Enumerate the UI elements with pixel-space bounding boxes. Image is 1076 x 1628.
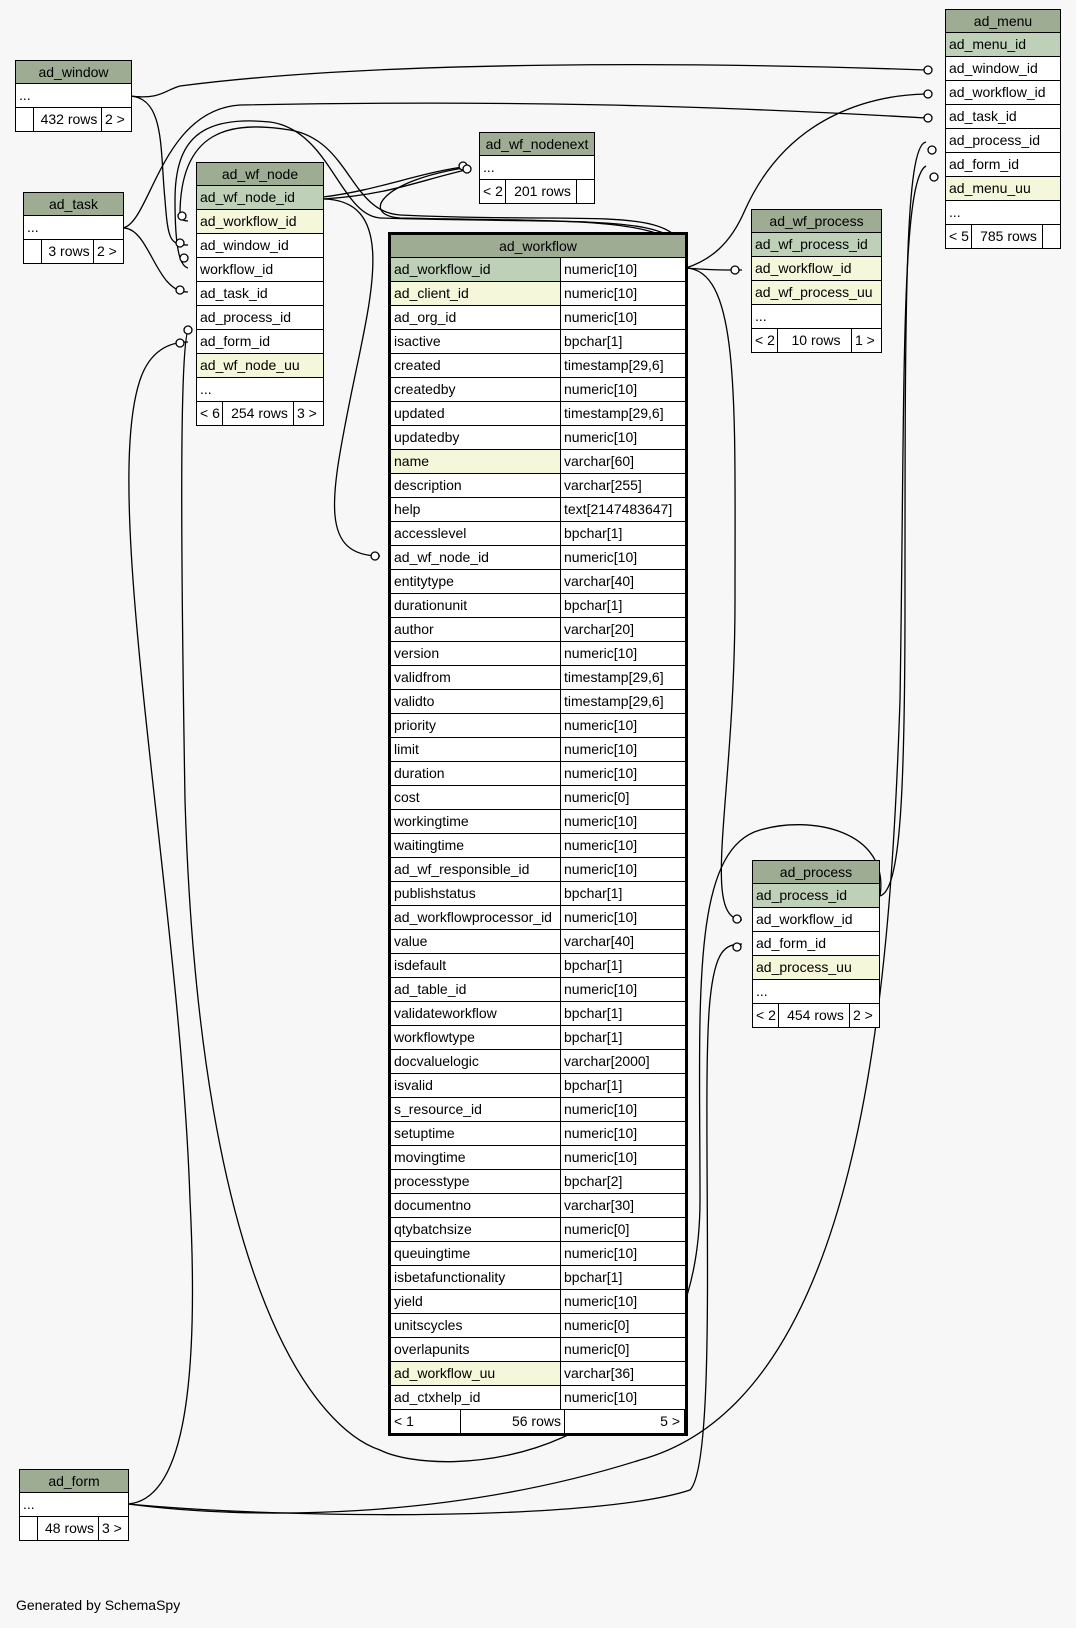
column-name: updatedby [391, 426, 561, 449]
row-count: 454 rows [779, 1004, 850, 1027]
column-name: ad_process_uu [756, 959, 852, 975]
column-row[interactable] [24, 216, 123, 240]
column-name: workflow_id [200, 261, 274, 277]
column-row[interactable] [391, 522, 685, 546]
column-name: processtype [391, 1170, 561, 1193]
column-name: updated [391, 402, 561, 425]
column-type: numeric[10] [564, 1149, 638, 1165]
column-row[interactable] [391, 618, 685, 642]
column-name: ad_org_id [391, 306, 561, 329]
column-row[interactable] [391, 594, 685, 618]
column-row[interactable] [753, 932, 879, 956]
column-name: ad_task_id [200, 285, 268, 301]
edge-window-menu [130, 65, 926, 97]
column-name: ad_wf_process_id [755, 236, 868, 252]
column-row[interactable] [391, 1146, 685, 1170]
edge-wfnode-workflow [323, 199, 380, 556]
column-type: timestamp[29,6] [564, 669, 664, 685]
column-name: ad_task_id [949, 108, 1017, 124]
crow-circle [371, 552, 379, 560]
column-row[interactable] [391, 450, 685, 474]
column-row[interactable] [197, 210, 323, 234]
column-name: ad_workflow_id [391, 258, 561, 281]
column-name: queuingtime [391, 1242, 561, 1265]
column-row[interactable] [391, 1050, 685, 1074]
column-row[interactable] [197, 354, 323, 378]
table-header: ad_process [753, 861, 879, 884]
table-header: ad_menu [946, 10, 1060, 33]
column-row[interactable] [480, 156, 594, 180]
column-type: bpchar[2] [564, 1173, 623, 1189]
column-name: ad_wf_node_id [391, 546, 561, 569]
column-row[interactable] [391, 1098, 685, 1122]
column-type: timestamp[29,6] [564, 405, 664, 421]
column-name: ... [19, 87, 31, 103]
column-row[interactable] [753, 956, 879, 980]
column-row[interactable] [752, 233, 881, 257]
table-header: ad_task [24, 193, 123, 216]
column-name: ad_menu_id [949, 36, 1027, 52]
column-type: varchar[40] [564, 933, 635, 949]
column-row[interactable] [391, 762, 685, 786]
column-row[interactable] [391, 906, 685, 930]
parents-link[interactable]: < 2 [752, 329, 778, 352]
column-name: ... [949, 204, 961, 220]
row-count: 432 rows [34, 108, 102, 131]
column-type: numeric[10] [564, 1389, 638, 1405]
column-name: ad_workflow_id [755, 260, 852, 276]
column-type: bpchar[1] [564, 525, 623, 541]
column-name: ad_window_id [200, 237, 289, 253]
column-name: durationunit [391, 594, 561, 617]
column-row[interactable] [946, 57, 1060, 81]
column-row[interactable] [391, 306, 685, 330]
column-type: bpchar[1] [564, 957, 623, 973]
table-ad-workflow[interactable] [388, 232, 688, 1436]
table-header: ad_wf_node [197, 163, 323, 186]
column-row[interactable] [391, 426, 685, 450]
children-link[interactable]: 1 > [855, 332, 875, 348]
column-name: ad_process_id [200, 309, 292, 325]
column-name: ad_workflow_id [756, 911, 853, 927]
column-type: numeric[10] [564, 645, 638, 661]
column-row[interactable] [197, 258, 323, 282]
column-type: varchar[2000] [564, 1053, 650, 1069]
column-type: numeric[10] [564, 981, 638, 997]
column-name: ad_ctxhelp_id [391, 1386, 561, 1409]
column-name: ad_process_id [949, 132, 1041, 148]
column-type: varchar[36] [564, 1365, 635, 1381]
table-rows [197, 186, 323, 425]
children-link[interactable]: 5 > [565, 1410, 685, 1433]
column-name: ad_wf_node_id [200, 189, 295, 205]
table-footer [752, 329, 881, 352]
column-name: created [391, 354, 561, 377]
column-row[interactable] [391, 1314, 685, 1338]
column-name: ad_window_id [949, 60, 1038, 76]
column-type: bpchar[1] [564, 1269, 623, 1285]
parents-link[interactable]: < 5 [946, 225, 972, 248]
column-row[interactable] [391, 282, 685, 306]
column-type: bpchar[1] [564, 1077, 623, 1093]
column-name: ad_workflow_id [949, 84, 1046, 100]
column-row[interactable] [946, 153, 1060, 177]
table-footer [24, 240, 123, 263]
table-footer [946, 225, 1060, 248]
column-name: duration [391, 762, 561, 785]
column-row[interactable] [391, 1170, 685, 1194]
column-type: numeric[0] [564, 789, 630, 805]
parents-link[interactable] [24, 240, 42, 263]
crow-circle [731, 266, 739, 274]
table-rows [391, 258, 685, 1433]
column-name: workingtime [391, 810, 561, 833]
column-row[interactable] [391, 930, 685, 954]
column-type: bpchar[1] [564, 333, 623, 349]
row-count: 56 rows [461, 1410, 565, 1433]
parents-link[interactable]: < 1 [391, 1410, 461, 1433]
column-name: ad_form_id [756, 935, 827, 951]
column-type: numeric[10] [564, 861, 638, 877]
column-row[interactable] [391, 834, 685, 858]
parents-link[interactable]: < 2 [480, 180, 506, 203]
column-name: version [391, 642, 561, 665]
column-name: documentno [391, 1194, 561, 1217]
column-type: numeric[10] [564, 1125, 638, 1141]
table-header: ad_wf_process [752, 210, 881, 233]
column-row[interactable] [391, 1074, 685, 1098]
column-name: isbetafunctionality [391, 1266, 561, 1289]
column-row[interactable] [946, 81, 1060, 105]
crow-circle [924, 114, 932, 122]
column-row[interactable] [391, 474, 685, 498]
column-row[interactable] [391, 1362, 685, 1386]
table-ad-form[interactable] [19, 1469, 129, 1541]
column-type: numeric[10] [564, 549, 638, 565]
crow-circle [928, 146, 936, 154]
column-name: priority [391, 714, 561, 737]
column-type: numeric[10] [564, 285, 638, 301]
column-name: ad_process_id [756, 887, 848, 903]
edge-window-wfnode [130, 96, 188, 245]
column-type: text[2147483647] [564, 501, 673, 517]
column-name: ad_form_id [949, 156, 1020, 172]
column-row[interactable] [20, 1493, 128, 1517]
column-row[interactable] [197, 282, 323, 306]
column-row[interactable] [391, 1194, 685, 1218]
column-type: numeric[10] [564, 1293, 638, 1309]
column-row[interactable] [946, 129, 1060, 153]
column-row[interactable] [753, 980, 879, 1004]
row-count: 48 rows [38, 1517, 99, 1540]
column-name: ... [27, 219, 39, 235]
crow-circle [176, 286, 184, 294]
column-row[interactable] [391, 1338, 685, 1362]
children-link[interactable]: 2 > [105, 111, 125, 127]
column-name: unitscycles [391, 1314, 561, 1337]
column-type: numeric[10] [564, 309, 638, 325]
column-row[interactable] [946, 105, 1060, 129]
column-name: docvaluelogic [391, 1050, 561, 1073]
table-rows [20, 1493, 128, 1540]
table-ad-wf-process[interactable] [751, 209, 882, 353]
column-name: cost [391, 786, 561, 809]
column-row[interactable] [391, 570, 685, 594]
table-ad-wf-nodenext[interactable] [479, 132, 595, 204]
column-row[interactable] [16, 84, 131, 108]
column-type: varchar[30] [564, 1197, 635, 1213]
column-row[interactable] [391, 1122, 685, 1146]
column-row[interactable] [752, 281, 881, 305]
column-row[interactable] [391, 1242, 685, 1266]
crow-circle [463, 165, 471, 173]
column-row[interactable] [391, 1026, 685, 1050]
table-header: ad_workflow [391, 235, 685, 258]
column-name: entitytype [391, 570, 561, 593]
row-count: 785 rows [972, 225, 1043, 248]
column-row[interactable] [391, 378, 685, 402]
column-type: numeric[10] [564, 1101, 638, 1117]
column-type: numeric[10] [564, 837, 638, 853]
column-row[interactable] [391, 810, 685, 834]
table-rows [753, 884, 879, 1027]
column-type: numeric[10] [564, 1245, 638, 1261]
column-row[interactable] [391, 1218, 685, 1242]
column-type: numeric[0] [564, 1341, 630, 1357]
column-type: varchar[60] [564, 453, 635, 469]
column-row[interactable] [197, 186, 323, 210]
column-name: help [391, 498, 561, 521]
column-type: numeric[10] [564, 813, 638, 829]
generated-by-note: Generated by SchemaSpy [16, 1597, 181, 1613]
column-name: setuptime [391, 1122, 561, 1145]
column-row[interactable] [391, 354, 685, 378]
column-row[interactable] [391, 642, 685, 666]
column-type: numeric[0] [564, 1317, 630, 1333]
column-type: bpchar[1] [564, 885, 623, 901]
column-name: description [391, 474, 561, 497]
column-name: ad_wf_node_uu [200, 357, 300, 373]
table-rows [24, 216, 123, 263]
column-row[interactable] [391, 330, 685, 354]
column-row[interactable] [391, 738, 685, 762]
column-row[interactable] [753, 908, 879, 932]
column-name: ... [755, 308, 767, 324]
column-name: isdefault [391, 954, 561, 977]
row-count: 201 rows [506, 180, 577, 203]
column-row[interactable] [391, 978, 685, 1002]
column-type: timestamp[29,6] [564, 693, 664, 709]
column-name: yield [391, 1290, 561, 1313]
column-row[interactable] [391, 714, 685, 738]
column-name: validfrom [391, 666, 561, 689]
column-row[interactable] [391, 954, 685, 978]
row-count: 10 rows [778, 329, 852, 352]
table-footer [16, 108, 131, 131]
column-name: workflowtype [391, 1026, 561, 1049]
children-link[interactable] [1043, 225, 1060, 248]
table-footer [480, 180, 594, 203]
column-row[interactable] [391, 1266, 685, 1290]
table-ad-process[interactable] [752, 860, 880, 1028]
edge-task-wfnode [122, 228, 188, 292]
column-name: validateworkflow [391, 1002, 561, 1025]
column-type: varchar[20] [564, 621, 635, 637]
column-type: bpchar[1] [564, 1005, 623, 1021]
table-rows [946, 33, 1060, 248]
column-name: ad_client_id [391, 282, 561, 305]
column-type: bpchar[1] [564, 1029, 623, 1045]
crow-circle [184, 326, 192, 334]
column-type: numeric[0] [564, 1221, 630, 1237]
table-footer [391, 1410, 685, 1433]
children-link[interactable]: 3 > [297, 405, 317, 421]
column-name: isactive [391, 330, 561, 353]
column-row[interactable] [197, 234, 323, 258]
table-header: ad_window [16, 61, 131, 84]
column-name: validto [391, 690, 561, 713]
column-name: ad_workflow_id [200, 213, 297, 229]
column-row[interactable] [197, 306, 323, 330]
column-row[interactable] [391, 858, 685, 882]
column-row[interactable] [752, 257, 881, 281]
table-ad-wf-node[interactable] [196, 162, 324, 426]
column-row[interactable] [391, 402, 685, 426]
children-link[interactable]: 3 > [102, 1520, 122, 1536]
column-name: ... [756, 983, 768, 999]
children-link[interactable]: 2 > [97, 243, 117, 259]
column-row[interactable] [946, 201, 1060, 225]
column-row[interactable] [197, 378, 323, 402]
column-row[interactable] [946, 33, 1060, 57]
crow-circle [176, 239, 184, 247]
crow-circle [176, 339, 184, 347]
children-link[interactable] [577, 180, 594, 203]
table-header: ad_form [20, 1470, 128, 1493]
parents-link[interactable]: < 6 [197, 402, 223, 425]
column-name: isvalid [391, 1074, 561, 1097]
column-name: qtybatchsize [391, 1218, 561, 1241]
column-name: ... [200, 381, 212, 397]
column-name: value [391, 930, 561, 953]
column-name: ad_wf_process_uu [755, 284, 873, 300]
row-count: 254 rows [223, 402, 294, 425]
column-type: varchar[40] [564, 573, 635, 589]
column-row[interactable] [752, 305, 881, 329]
edge-process-menu-process [880, 142, 926, 896]
column-row[interactable] [391, 498, 685, 522]
column-row[interactable] [197, 330, 323, 354]
column-name: createdby [391, 378, 561, 401]
crow-circle [924, 90, 932, 98]
column-type: varchar[255] [564, 477, 642, 493]
column-type: numeric[10] [564, 429, 638, 445]
crow-circle [180, 254, 188, 262]
column-name: movingtime [391, 1146, 561, 1169]
column-name: author [391, 618, 561, 641]
column-name: limit [391, 738, 561, 761]
column-type: numeric[10] [564, 261, 638, 277]
edge-wfnode-nodenext-2 [323, 169, 470, 199]
row-count: 3 rows [42, 240, 94, 263]
children-link[interactable]: 2 > [853, 1007, 873, 1023]
table-footer [20, 1517, 128, 1540]
edge-workflow-process [686, 268, 742, 920]
crow-circle [924, 66, 932, 74]
column-type: numeric[10] [564, 717, 638, 733]
parents-link[interactable]: < 2 [753, 1004, 779, 1027]
table-ad-task[interactable] [23, 192, 124, 264]
column-name: s_resource_id [391, 1098, 561, 1121]
table-rows [16, 84, 131, 131]
parents-link[interactable] [20, 1517, 38, 1540]
column-name: overlapunits [391, 1338, 561, 1361]
table-ad-menu[interactable] [945, 9, 1061, 249]
column-row[interactable] [391, 690, 685, 714]
column-name: waitingtime [391, 834, 561, 857]
column-type: bpchar[1] [564, 597, 623, 613]
edge-form-wfnode [128, 342, 192, 1504]
column-row[interactable] [391, 1386, 685, 1410]
table-ad-window[interactable] [15, 60, 132, 132]
column-row[interactable] [391, 666, 685, 690]
column-name: name [391, 450, 561, 473]
column-row[interactable] [391, 258, 685, 282]
column-row[interactable] [391, 1002, 685, 1026]
column-name: ad_menu_uu [949, 180, 1031, 196]
column-type: numeric[10] [564, 765, 638, 781]
column-name: ad_table_id [391, 978, 561, 1001]
column-name: publishstatus [391, 882, 561, 905]
column-row[interactable] [391, 786, 685, 810]
column-type: numeric[10] [564, 741, 638, 757]
column-row[interactable] [391, 882, 685, 906]
column-name: ... [23, 1496, 35, 1512]
column-type: timestamp[29,6] [564, 357, 664, 373]
column-row[interactable] [391, 546, 685, 570]
column-name: accesslevel [391, 522, 561, 545]
table-footer [197, 402, 323, 425]
table-rows [752, 233, 881, 352]
table-rows [480, 156, 594, 203]
crow-circle [733, 915, 741, 923]
parents-link[interactable] [16, 108, 34, 131]
column-name: ad_form_id [200, 333, 271, 349]
column-row[interactable] [391, 1290, 685, 1314]
crow-circle [930, 173, 938, 181]
crow-circle [178, 212, 186, 220]
column-type: numeric[10] [564, 381, 638, 397]
column-row[interactable] [946, 177, 1060, 201]
crow-circle [733, 943, 741, 951]
column-name: ad_workflow_uu [391, 1362, 561, 1385]
column-name: ad_wf_responsible_id [391, 858, 561, 881]
column-name: ad_workflowprocessor_id [391, 906, 561, 929]
column-name: ... [483, 159, 495, 175]
table-footer [753, 1004, 879, 1027]
column-row[interactable] [753, 884, 879, 908]
column-type: numeric[10] [564, 909, 638, 925]
table-header: ad_wf_nodenext [480, 133, 594, 156]
